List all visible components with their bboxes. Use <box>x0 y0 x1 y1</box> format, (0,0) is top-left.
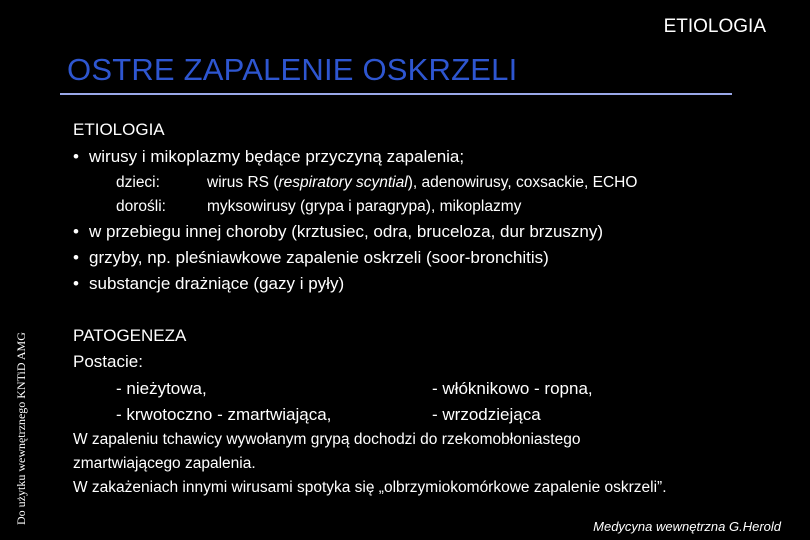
children-value-post: ), adenowirusy, coxsackie, ECHO <box>407 174 638 191</box>
corner-title: ETIOLOGIA <box>663 16 766 37</box>
adults-label: dorośli: <box>116 198 166 215</box>
children-value <box>207 174 637 192</box>
note-line-2: zmartwiającego zapalenia. <box>73 455 256 472</box>
forms-label: Postacie: <box>73 352 143 371</box>
bullet-text: w przebiegu innej choroby (krztusiec, odra, bruceloza, dur brzuszny) <box>89 222 604 241</box>
etiology-bullet-fungi <box>73 248 549 268</box>
footer-credit: Medycyna wewnętrzna G.Herold <box>593 519 781 534</box>
title-underline <box>60 93 732 95</box>
pathogenesis-heading: PATOGENEZA <box>73 326 187 345</box>
form-fibrinopurulent: - włóknikowo - ropna, <box>432 379 593 398</box>
form-catarrhal: - nieżytowa, <box>116 379 207 398</box>
etiology-bullet-other-disease <box>73 222 603 242</box>
bullet-text: wirusy i mikoplazmy będące przyczyną zapalenia; <box>89 147 465 166</box>
bullet-text: grzyby, np. pleśniawkowe zapalenie oskrzeli (soor-bronchitis) <box>89 248 549 267</box>
bullet-text: substancje drażniące (gazy i pyły) <box>89 274 345 293</box>
note-line-3: W zakażeniach innymi wirusami spotyka się „olbrzymiokomórkowe zapalenie oskrzeli”. <box>73 479 667 496</box>
children-value-pre: wirus RS ( <box>207 174 279 191</box>
adults-value: myksowirusy (grypa i paragrypa), mikoplazmy <box>207 198 522 215</box>
etiology-bullet-viruses <box>73 147 464 167</box>
form-hemorrhagic-necrotic: - krwotoczno - zmartwiająca, <box>116 405 332 424</box>
note-line-1: W zapaleniu tchawicy wywołanym grypą dochodzi do rzekomobłoniastego <box>73 431 581 448</box>
side-note: Do użytku wewnętrznego KNTiD AMG <box>14 332 28 525</box>
children-label: dzieci: <box>116 174 160 191</box>
form-ulcerative: - wrzodziejąca <box>432 405 541 424</box>
slide-title: OSTRE ZAPALENIE OSKRZELI <box>67 52 518 87</box>
etiology-bullet-irritants <box>73 274 344 294</box>
children-value-italic: respiratory scyntial <box>278 174 408 191</box>
etiology-heading: ETIOLOGIA <box>73 120 165 139</box>
